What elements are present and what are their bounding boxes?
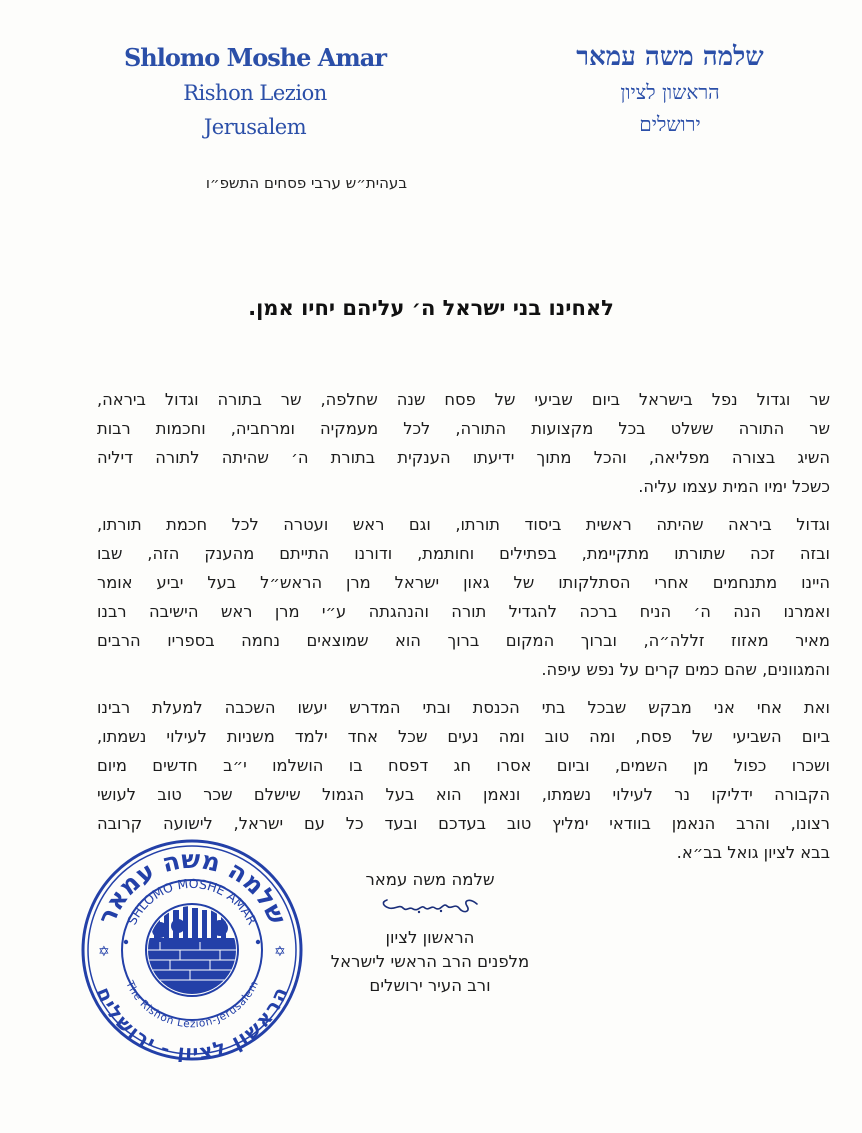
date-line: בעהית״ש ערבי פסחים התשפ״ו: [205, 174, 407, 192]
svg-text:The Rishon Lezion-Jerusalem: The Rishon Lezion-Jerusalem: [123, 979, 261, 1031]
letterhead-title-en: Rishon Lezion: [183, 81, 327, 105]
svg-text:שלמה משה עמאר: שלמה משה עמאר: [91, 844, 293, 929]
body-line: בבא לציון גואל בב״א.: [676, 843, 830, 862]
paragraph-1: [97, 385, 830, 501]
signature-block: [300, 868, 560, 998]
body-line: ושכרו כפול מן השמים, וביום אסרו חג דפסח בו הושלמו י״ב חדשים מיום: [97, 756, 830, 775]
signatory-name: שלמה משה עמאר: [365, 870, 495, 889]
signatory-role-2: ורב העיר ירושלים: [369, 976, 491, 995]
official-stamp: [80, 838, 304, 1062]
letterhead-name-en: Shlomo Moshe Amar: [123, 43, 387, 72]
letterhead-city-en: Jerusalem: [203, 115, 307, 139]
body-line: רצונו, והרב הנאמן בוודאי ימליץ טוב בעדכם ובעד כל עם ישראל, לישועה קרובה: [97, 814, 830, 833]
body-line: וגדול ביראה שהיתה ראשית ביסוד תורתו, וגם ראש ועטרה לכל חכמת תורתו,: [97, 515, 830, 534]
western-wall-icon: [146, 906, 238, 994]
star-of-david-icon: ✡: [274, 944, 286, 960]
svg-text:SHLOMO MOSHE AMAR: SHLOMO MOSHE AMAR: [124, 875, 260, 928]
body-line: היינו מתנחמים אחרי הסתלקותו של גאון ישראל מרן הראש״ל בעל יביע אומר: [97, 573, 830, 592]
body-line: ואמרנו הנה ה׳ הניח ברכה להגדיל תורה והנהגתה ע״י מרן ראש הישיבה רבנו: [97, 602, 830, 621]
body-line: ואת אחי אני מבקש שבכל בתי הכנסת ובתי המדרש יעשו השכבה למעלת רבינו: [97, 698, 830, 717]
letter-body: [97, 385, 830, 876]
body-line: ביום השביעי של פסח, ומה טוב ומה נעים שכל אחד ילמד משניות לעילוי נשמתו,: [97, 727, 830, 746]
letterhead-city-he: ירושלים: [639, 112, 701, 136]
body-line: שר התורה ששלט בכל מקצועות התורה, לכל מעמקיה ומרחביה, וחכמות רבות: [97, 419, 830, 438]
signatory-role-1: מלפנים הרב הראשי לישראל: [330, 952, 530, 971]
letterhead-title-he: הראשון לציון: [620, 80, 720, 104]
greeting-heading: לאחינו בני ישראל ה׳ עליהם יחיו אמן.: [248, 296, 614, 320]
body-line: שר וגדול נפל בישראל ביום שביעי של פסח שנה שחלפה, שר בתורה וגדול ביראה,: [97, 390, 830, 409]
body-line: הקבורה ידליקו נר לעילוי נשמתו, ונאמן הוא בעל הגמול שישלם שכר טוב לעושי: [97, 785, 830, 804]
body-line: מאיר מאזוז זללה״ה, וברוך המקום ברוך הוא שמוצאים נחמה בספריו הרבים: [97, 631, 830, 650]
body-line: כשכל ימיו המית עצמו עליה.: [638, 477, 830, 496]
signatory-title: הראשון לציון: [385, 928, 475, 947]
body-line: והמגוונים, שהם כמים קרים על נפש עיפה.: [541, 660, 830, 679]
signature-scribble-icon: [375, 894, 485, 924]
body-line: השיג בצורה מפליאה, והכל מתוך ידיעתו הענקית בתורת ה׳ שהיתה לתורה דיליה: [97, 448, 830, 467]
body-line: ובזה זכה שתורתו מתקיימת, בפתילים וחותמת, ודורנו התייתם מהענק הזה, שבו: [97, 544, 830, 563]
letterhead-hebrew: [540, 38, 800, 140]
star-of-david-icon: ✡: [98, 944, 110, 960]
svg-text:הראשון לציון - ירושלים: הראשון לציון - ירושלים: [91, 983, 293, 1062]
letterhead-name-he: שלמה משה עמאר: [576, 42, 764, 72]
handwritten-signature: [300, 892, 560, 926]
paragraph-2: [97, 510, 830, 684]
letterhead-english: [110, 40, 400, 144]
